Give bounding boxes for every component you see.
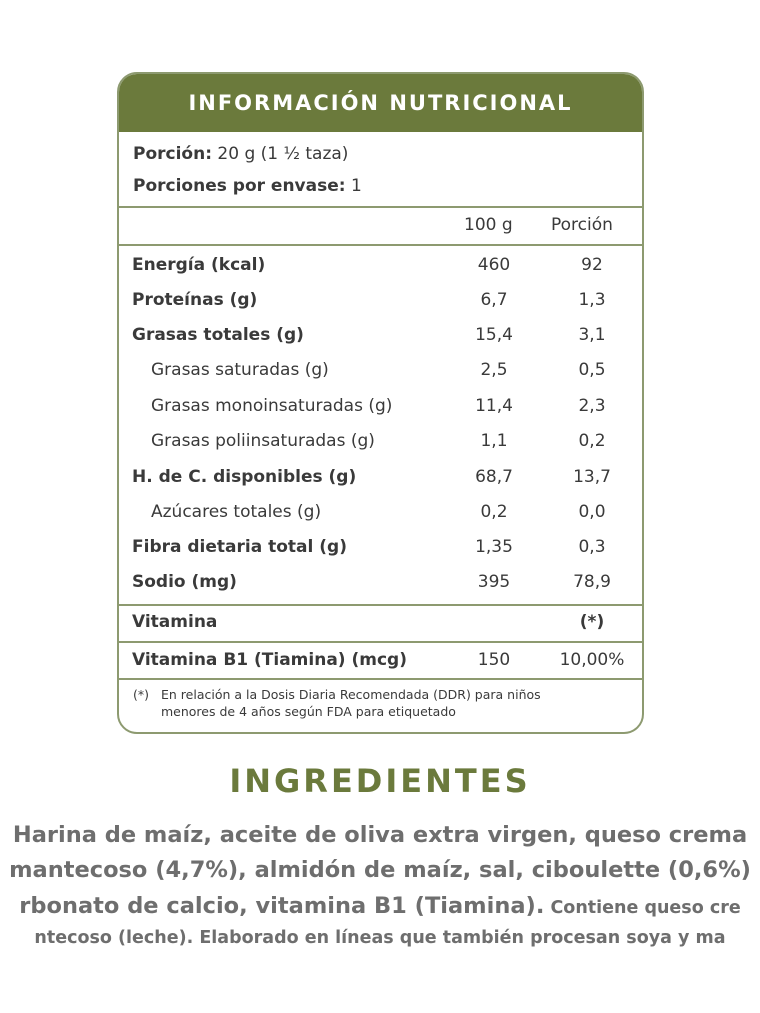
nutrient-label: Proteínas (g): [132, 290, 258, 310]
nutrient-row-dietary-fiber: [119, 537, 642, 563]
divider: [119, 244, 642, 246]
ingredients-line-1: Harina de maíz, aceite de oliva extra virgen, queso crema: [12, 822, 748, 848]
nutrient-row-saturated-fat: [119, 360, 642, 386]
vitamin-header-row: [119, 612, 642, 638]
nutrient-value-portion: 1,3: [578, 290, 606, 310]
column-header-100g: 100 g: [464, 215, 513, 235]
ingredients-title: INGREDIENTES: [229, 762, 531, 800]
nutrient-row-sodium: [119, 572, 642, 598]
nutrition-facts-panel: [117, 72, 644, 734]
nutrient-row-polyunsaturated-fat: [119, 431, 642, 457]
nutrient-value-100g: 6,7: [480, 290, 508, 310]
nutrient-value-portion: 13,7: [573, 467, 611, 487]
nutrient-value-100g: 68,7: [475, 467, 513, 487]
ingredients-line-3-main: rbonato de calcio, vitamina B1 (Tiamina).: [19, 893, 545, 919]
nutrient-label: Vitamina B1 (Tiamina) (mcg): [132, 650, 407, 670]
servings-per-container-label: Porciones por envase:: [133, 176, 346, 196]
nutrient-row-total-fat: [119, 325, 642, 351]
footnote-line-2: menores de 4 años según FDA para etiquetado: [161, 704, 456, 719]
nutrient-value-100g: 150: [477, 650, 511, 670]
ingredients-line-3: [0, 893, 760, 919]
divider: [119, 641, 642, 643]
nutrient-row-total-sugars: [119, 502, 642, 528]
nutrient-row-vitamin-b1: [119, 650, 642, 676]
nutrient-row-protein: [119, 290, 642, 316]
nutrient-row-energy: [119, 255, 642, 281]
nutrient-value-portion: 0,3: [578, 537, 606, 557]
nutrient-value-100g: 0,2: [480, 502, 508, 522]
footnote-mark: (*): [133, 687, 150, 702]
vitamin-header-label: Vitamina: [132, 612, 218, 632]
nutrient-value-100g: 1,1: [480, 431, 508, 451]
nutrient-label: Energía (kcal): [132, 255, 266, 275]
nutrient-value-portion: 10,00%: [559, 650, 625, 670]
nutrient-value-100g: 11,4: [475, 396, 513, 416]
ingredients-line-4: ntecoso (leche). Elaborado en líneas que también procesan soya y ma: [34, 928, 726, 948]
divider: [119, 678, 642, 680]
nutrient-label: Fibra dietaria total (g): [132, 537, 347, 557]
servings-per-container: [133, 176, 362, 196]
nutrient-row-monounsaturated-fat: [119, 396, 642, 422]
nutrient-label: Grasas totales (g): [132, 325, 304, 345]
nutrient-value-portion: 3,1: [578, 325, 606, 345]
servings-per-container-value: 1: [350, 176, 362, 196]
footnote: [133, 686, 633, 720]
nutrition-title: INFORMACIÓN NUTRICIONAL: [119, 74, 642, 132]
nutrient-label: Azúcares totales (g): [151, 502, 322, 522]
ingredients-line-3-contains: Contiene queso cre: [544, 898, 741, 918]
vitamin-header-mark: (*): [579, 612, 605, 632]
nutrient-label: H. de C. disponibles (g): [132, 467, 357, 487]
nutrient-value-100g: 1,35: [475, 537, 513, 557]
serving-size-value: 20 g (1 ½ taza): [217, 144, 349, 164]
nutrient-value-portion: 0,2: [578, 431, 606, 451]
nutrient-value-portion: 78,9: [573, 572, 611, 592]
nutrient-value-100g: 395: [477, 572, 511, 592]
nutrient-label: Grasas poliinsaturadas (g): [151, 431, 375, 451]
nutrient-value-portion: 2,3: [578, 396, 606, 416]
nutrient-value-portion: 92: [581, 255, 603, 275]
nutrient-value-100g: 15,4: [475, 325, 513, 345]
footnote-line-1: En relación a la Dosis Diaria Recomendada (DDR) para niños: [161, 687, 541, 702]
ingredients-line-2: mantecoso (4,7%), almidón de maíz, sal, ciboulette (0,6%): [9, 857, 751, 883]
nutrient-value-100g: 460: [477, 255, 511, 275]
nutrient-value-portion: 0,5: [578, 360, 606, 380]
nutrient-label: Grasas monoinsaturadas (g): [151, 396, 393, 416]
divider: [119, 604, 642, 606]
serving-size-label: Porción:: [133, 144, 213, 164]
nutrient-value-portion: 0,0: [578, 502, 606, 522]
nutrient-value-100g: 2,5: [480, 360, 508, 380]
divider: [119, 206, 642, 208]
nutrient-row-carbohydrates: [119, 467, 642, 493]
column-header-portion: Porción: [551, 215, 613, 235]
nutrient-label: Sodio (mg): [132, 572, 237, 592]
nutrient-label: Grasas saturadas (g): [151, 360, 329, 380]
serving-size: [133, 144, 348, 164]
